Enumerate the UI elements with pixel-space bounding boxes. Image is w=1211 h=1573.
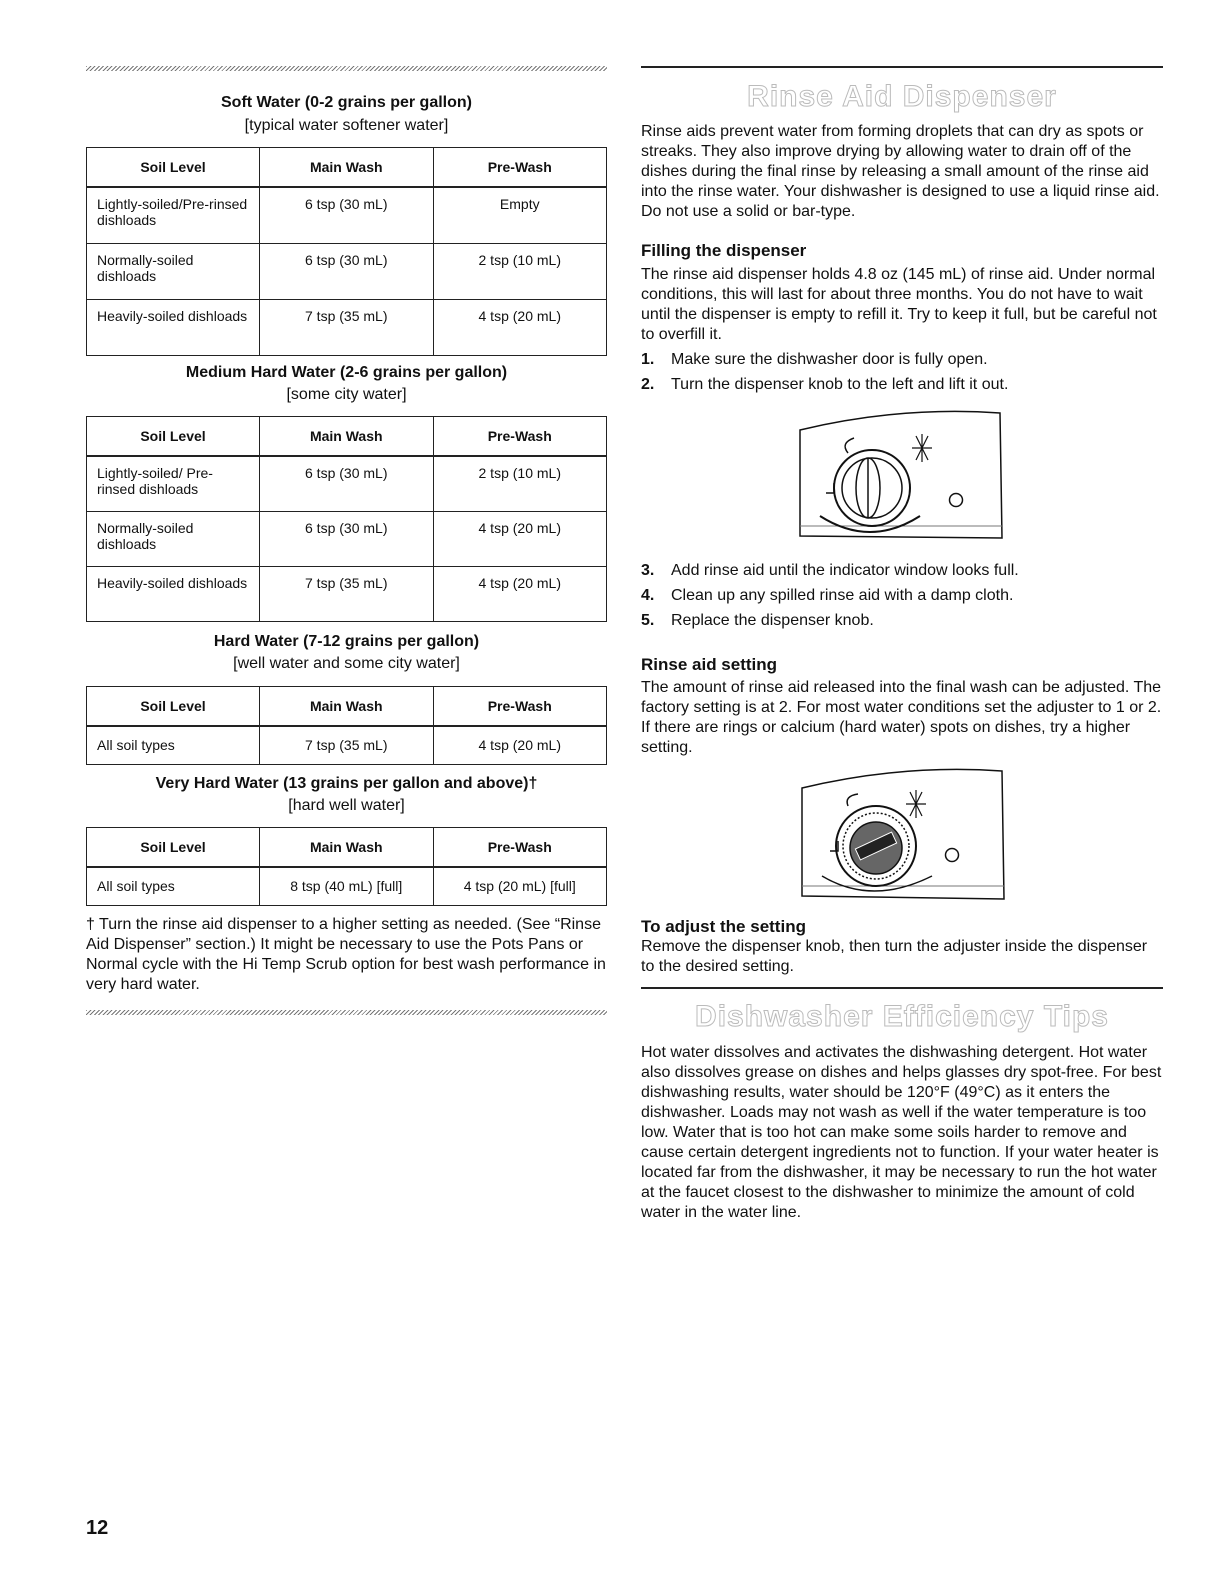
column-header: Pre-Wash <box>433 148 607 188</box>
column-header: Soil Level <box>87 828 260 868</box>
medium-hard-water-table <box>86 416 607 622</box>
table-cell: 4 tsp (20 mL) [full] <box>433 867 607 905</box>
table-cell: All soil types <box>87 867 260 905</box>
table-title: Very Hard Water (13 grains per gallon and above)† <box>155 775 538 792</box>
table-cell: 4 tsp (20 mL) <box>433 566 607 621</box>
column-header: Soil Level <box>87 148 260 188</box>
column-header: Main Wash <box>260 687 434 727</box>
step-text: Turn the dispenser knob to the left and lift it out. <box>671 376 1009 393</box>
table-title: Hard Water (7-12 grains per gallon) <box>213 633 480 650</box>
column-header: Pre-Wash <box>433 417 607 457</box>
table-cell: 6 tsp (30 mL) <box>260 456 434 511</box>
section-title: Rinse Aid Dispenser <box>747 80 1057 113</box>
table-title: Soft Water (0-2 grains per gallon) <box>221 94 472 111</box>
step-number: 2. <box>641 376 655 393</box>
table-cell: 6 tsp (30 mL) <box>260 243 434 299</box>
setting-text: The amount of rinse aid released into the final wash can be adjusted. The factory setting is at 2. For most water conditions set the adjuster to 1 or 2. If there are rings or calcium (hard water) spots on dishes, try a higher setting. <box>641 679 1162 756</box>
table-title: Medium Hard Water (2-6 grains per gallon) <box>185 364 508 381</box>
step-number: 5. <box>641 612 655 629</box>
column-header: Pre-Wash <box>433 687 607 727</box>
step-text: Make sure the dishwasher door is fully open. <box>671 351 988 368</box>
step-text: Clean up any spilled rinse aid with a damp cloth. <box>671 587 1014 604</box>
table-cell: 4 tsp (20 mL) <box>433 299 607 355</box>
step-number: 1. <box>641 351 655 368</box>
table-cell: Heavily-soiled dishloads <box>87 566 260 621</box>
list-item <box>641 351 1163 376</box>
table-cell: Normally-soiled dishloads <box>87 243 260 299</box>
filling-text: The rinse aid dispenser holds 4.8 oz (145 mL) of rinse aid. Under normal conditions, this will last for about three months. You do not have to wait until the dispenser is empty to refill it. Try to keep it full, but be careful not to overfill it. <box>641 266 1157 343</box>
table-subtitle: [well water and some city water] <box>233 655 460 672</box>
table-cell: 2 tsp (10 mL) <box>433 456 607 511</box>
table-cell: Heavily-soiled dishloads <box>87 299 260 355</box>
section-rule <box>641 66 1163 68</box>
filling-heading: Filling the dispenser <box>641 241 807 260</box>
table-cell: 4 tsp (20 mL) <box>433 511 607 566</box>
table-cell: Normally-soiled dishloads <box>87 511 260 566</box>
tips-text: Hot water dissolves and activates the dishwashing detergent. Hot water also dissolves grease on dishes and helps glasses dry spot-free. For best dishwashing results, water should be 120°F (49°C) as it enters the dishwasher. Loads may not wash as well if the water temperature is too low. Water that is too hot can make some soils harder to remove and cause certain detergent ingredients not to function. If your water heater is located far from the dishwasher, it may be necessary to run the hot water at the faucet closest to the dishwasher to minimize the amount of cold water in the water line. <box>641 1044 1162 1221</box>
column-header: Main Wash <box>260 148 434 188</box>
table-cell: 6 tsp (30 mL) <box>260 511 434 566</box>
step-text: Add rinse aid until the indicator window looks full. <box>671 562 1019 579</box>
list-item <box>641 562 1163 587</box>
list-item <box>641 612 1163 637</box>
table-cell: 2 tsp (10 mL) <box>433 243 607 299</box>
table-subtitle: [typical water softener water] <box>244 117 449 134</box>
list-item <box>641 587 1163 612</box>
column-header: Soil Level <box>87 687 260 727</box>
adjust-heading: To adjust the setting <box>641 917 806 936</box>
table-cell: 7 tsp (35 mL) <box>260 299 434 355</box>
step-text: Replace the dispenser knob. <box>671 612 874 629</box>
table-subtitle: [hard well water] <box>288 797 405 814</box>
table-cell: 4 tsp (20 mL) <box>433 726 607 764</box>
section-rule <box>641 987 1163 989</box>
soft-water-table <box>86 147 607 356</box>
footnote: † Turn the rinse aid dispenser to a higher setting as needed. (See “Rinse Aid Dispenser” section.) It might be necessary to use the Pots Pans or Normal cycle with the Hi Temp Scrub option for best wash performance in very hard water. <box>86 916 606 993</box>
list-item <box>641 376 1163 401</box>
hard-water-table <box>86 686 607 765</box>
table-cell: Lightly-soiled/ Pre-rinsed dishloads <box>87 456 260 511</box>
steps-list <box>641 351 1163 401</box>
column-header: Main Wash <box>260 417 434 457</box>
adjust-text: Remove the dispenser knob, then turn the adjuster inside the dispenser to the desired setting. <box>641 938 1148 975</box>
table-cell: 7 tsp (35 mL) <box>260 566 434 621</box>
column-header: Pre-Wash <box>433 828 607 868</box>
table-subtitle: [some city water] <box>286 386 407 403</box>
table-cell: All soil types <box>87 726 260 764</box>
table-cell: Lightly-soiled/Pre-rinsed dishloads <box>87 187 260 243</box>
steps-list <box>641 562 1163 637</box>
very-hard-water-table <box>86 827 607 906</box>
dispenser-knob-diagram <box>790 408 1015 540</box>
table-cell: 6 tsp (30 mL) <box>260 187 434 243</box>
page-number: 12 <box>86 1517 109 1539</box>
setting-heading: Rinse aid setting <box>641 655 778 674</box>
table-cell: 8 tsp (40 mL) [full] <box>260 867 434 905</box>
top-hatch-divider <box>86 66 607 71</box>
table-cell: Empty <box>433 187 607 243</box>
bottom-hatch-divider <box>86 1010 607 1015</box>
column-header: Soil Level <box>87 417 260 457</box>
column-header: Main Wash <box>260 828 434 868</box>
step-number: 4. <box>641 587 655 604</box>
section-title: Dishwasher Efficiency Tips <box>695 1000 1109 1033</box>
table-cell: 7 tsp (35 mL) <box>260 726 434 764</box>
rinse-intro: Rinse aids prevent water from forming droplets that can dry as spots or streaks. They also improve drying by allowing water to drain off of the dishes during the final rinse by releasing a small amount of the rinse aid into the rinse water. Your dishwasher is designed to use a liquid rinse aid. Do not use a solid or bar-type. <box>641 123 1160 220</box>
step-number: 3. <box>641 562 655 579</box>
rinse-aid-adjuster-diagram <box>792 766 1017 902</box>
